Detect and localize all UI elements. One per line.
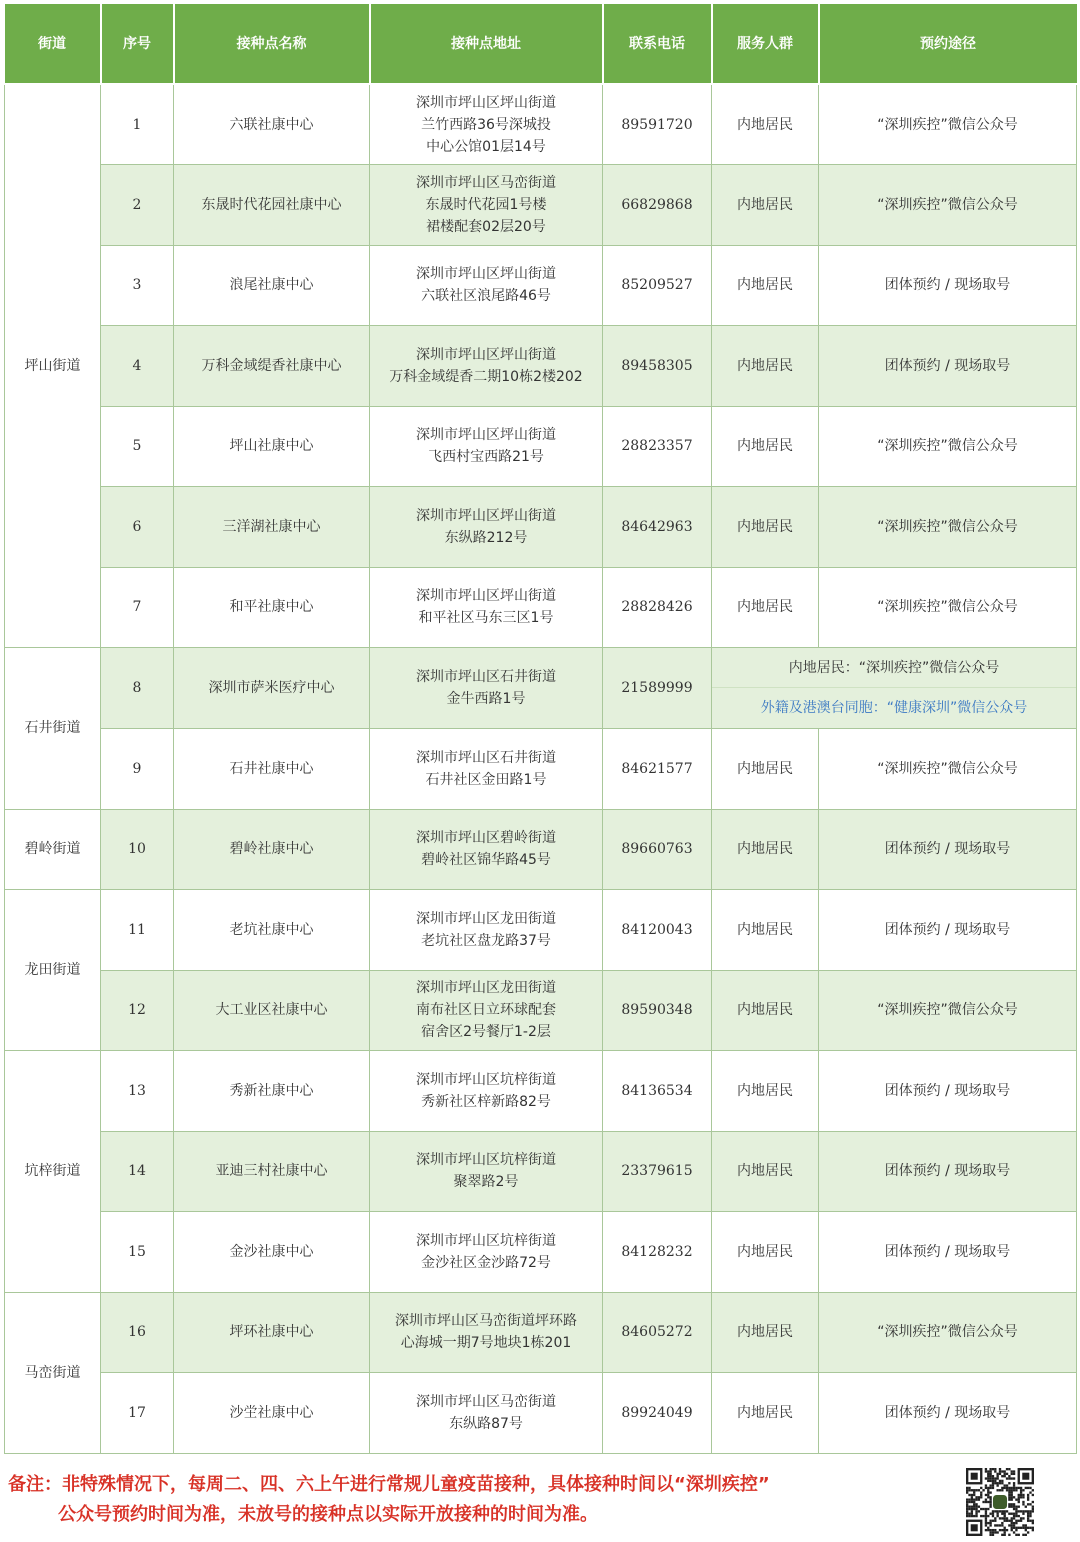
phone-number: 85209527 [603,245,712,326]
address-line: 深圳市坪山区石井街道 [416,669,556,685]
site-address [370,487,603,568]
address-line: 深圳市坪山区石井街道 [416,749,556,766]
service-group: 内地居民 [712,245,819,326]
address-line: 深圳市坪山区坑梓街道 [416,1232,556,1249]
remark-line-2: 公众号预约时间为准，未放号的接种点以实际开放接种的时间为准。 [58,1504,598,1525]
phone-number: 84642963 [603,487,712,568]
address-line: 和平社区马东三区1号 [418,610,554,627]
row-number: 10 [101,809,174,890]
site-name: 坪山社康中心 [174,406,370,487]
booking-method: 团体预约 / 现场取号 [819,890,1077,971]
row-number: 4 [101,326,174,407]
qr-code-icon [966,1468,1034,1536]
address-line: 深圳市坪山区马峦街道坪环路 [395,1313,577,1330]
address-line: 深圳市坪山区坑梓街道 [416,1152,556,1169]
service-group: 内地居民 [712,890,819,971]
row-number: 14 [101,1131,174,1212]
table-row [5,487,1077,568]
table-row [5,567,1077,648]
street-cell: 坪山街道 [5,84,101,648]
site-name: 万科金域缇香社康中心 [174,326,370,407]
site-name: 老坑社康中心 [174,890,370,971]
phone-number: 89924049 [603,1373,712,1454]
service-group: 内地居民 [712,567,819,648]
booking-method: “深圳疾控”微信公众号 [819,729,1077,810]
address-line: 飞西村宝西路21号 [428,449,544,466]
booking-foreign: 外籍及港澳台同胞：“健康深圳”微信公众号 [712,688,1076,728]
address-line: 深圳市坪山区碧岭街道 [416,830,556,847]
street-cell: 碧岭街道 [5,809,101,890]
row-number: 1 [101,84,174,165]
street-cell: 龙田街道 [5,890,101,1051]
address-line: 心海城一期7号地块1栋201 [400,1335,572,1352]
booking-method: “深圳疾控”微信公众号 [819,487,1077,568]
booking-method: 团体预约 / 现场取号 [819,1212,1077,1293]
row-number: 11 [101,890,174,971]
phone-number: 84621577 [603,729,712,810]
phone-number: 84605272 [603,1292,712,1373]
booking-method: “深圳疾控”微信公众号 [819,84,1077,165]
row-number: 9 [101,729,174,810]
site-address [370,406,603,487]
phone-number: 66829868 [603,165,712,246]
booking-method: 团体预约 / 现场取号 [819,326,1077,407]
site-name: 亚迪三村社康中心 [174,1131,370,1212]
row-number: 8 [101,648,174,729]
phone-number: 89590348 [603,970,712,1051]
row-number: 5 [101,406,174,487]
address-line: 深圳市坪山区龙田街道 [416,980,556,997]
site-name: 金沙社康中心 [174,1212,370,1293]
site-name: 坪环社康中心 [174,1292,370,1373]
site-address [370,970,603,1051]
table-row [5,84,1077,165]
street-cell: 石井街道 [5,648,101,810]
address-line: 深圳市坪山区坪山街道 [416,507,556,524]
phone-number: 89458305 [603,326,712,407]
address-line: 金牛西路1号 [446,691,526,707]
table-row [5,890,1077,971]
address-line: 万科金域缇香二期10栋2楼202 [389,368,583,385]
header-service-group: 服务人群 [712,4,819,84]
address-line: 深圳市坪山区马峦街道 [416,174,556,191]
row-number: 13 [101,1051,174,1132]
service-group: 内地居民 [712,1212,819,1293]
address-line: 深圳市坪山区龙田街道 [416,910,556,927]
site-address [370,326,603,407]
address-line: 南布社区日立环球配套 [416,1002,556,1019]
table-row [5,1131,1077,1212]
row-number: 7 [101,567,174,648]
site-address [370,1131,603,1212]
header-booking-method: 预约途径 [819,4,1077,84]
site-address [370,567,603,648]
row-number: 17 [101,1373,174,1454]
table-body [5,84,1077,1453]
booking-mainland: 内地居民：“深圳疾控”微信公众号 [712,648,1076,688]
service-group: 内地居民 [712,970,819,1051]
site-name: 秀新社康中心 [174,1051,370,1132]
phone-number: 23379615 [603,1131,712,1212]
booking-method: 团体预约 / 现场取号 [819,1373,1077,1454]
address-line: 东纵路87号 [449,1415,523,1432]
booking-split-cell [712,648,1077,729]
phone-number: 84128232 [603,1212,712,1293]
address-line: 深圳市坪山区坑梓街道 [416,1071,556,1088]
address-line: 石井社区金田路1号 [425,771,547,788]
phone-number: 28828426 [603,567,712,648]
table-row [5,326,1077,407]
booking-method: 团体预约 / 现场取号 [819,809,1077,890]
street-cell: 坑梓街道 [5,1051,101,1293]
address-line: 中心公馆01层14号 [426,138,546,155]
address-line: 宿舍区2号餐厅1-2层 [421,1024,551,1041]
phone-number: 89591720 [603,84,712,165]
site-address [370,1212,603,1293]
service-group: 内地居民 [712,729,819,810]
table-row [5,648,1077,729]
site-name: 碧岭社康中心 [174,809,370,890]
header-street: 街道 [5,4,101,84]
address-line: 碧岭社区锦华路45号 [421,852,551,869]
table-row [5,165,1077,246]
site-address [370,809,603,890]
table-header-row [5,4,1077,84]
site-address [370,1292,603,1373]
service-group: 内地居民 [712,1292,819,1373]
service-group: 内地居民 [712,809,819,890]
booking-method: “深圳疾控”微信公众号 [819,567,1077,648]
booking-method: 团体预约 / 现场取号 [819,1131,1077,1212]
header-site-name: 接种点名称 [174,4,370,84]
table-row [5,1373,1077,1454]
row-number: 12 [101,970,174,1051]
table-row [5,245,1077,326]
address-line: 六联社区浪尾路46号 [421,288,551,305]
booking-method: 团体预约 / 现场取号 [819,245,1077,326]
address-line: 金沙社区金沙路72号 [421,1254,551,1271]
site-address [370,245,603,326]
booking-method: “深圳疾控”微信公众号 [819,970,1077,1051]
address-line: 深圳市坪山区坪山街道 [416,266,556,283]
remark-line-1: 备注：非特殊情况下，每周二、四、六上午进行常规儿童疫苗接种，具体接种时间以“深圳疾控” [8,1474,770,1495]
service-group: 内地居民 [712,326,819,407]
row-number: 6 [101,487,174,568]
site-name: 东晟时代花园社康中心 [174,165,370,246]
site-name: 浪尾社康中心 [174,245,370,326]
site-address [370,84,603,165]
service-group: 内地居民 [712,487,819,568]
site-address [370,890,603,971]
site-name: 大工业区社康中心 [174,970,370,1051]
address-line: 裙楼配套02层20号 [426,218,546,235]
street-cell: 马峦街道 [5,1292,101,1453]
address-line: 深圳市坪山区坪山街道 [416,588,556,605]
row-number: 16 [101,1292,174,1373]
service-group: 内地居民 [712,1051,819,1132]
address-line: 深圳市坪山区坪山街道 [416,346,556,363]
booking-method: 团体预约 / 现场取号 [819,1051,1077,1132]
row-number: 15 [101,1212,174,1293]
booking-method: “深圳疾控”微信公众号 [819,1292,1077,1373]
phone-number: 89660763 [603,809,712,890]
address-line: 深圳市坪山区坪山街道 [416,94,556,111]
site-address [370,1373,603,1454]
table-row [5,406,1077,487]
phone-number: 84120043 [603,890,712,971]
table-row [5,729,1077,810]
address-line: 东晟时代花园1号楼 [425,196,547,213]
site-name: 深圳市萨米医疗中心 [174,648,370,729]
address-line: 聚翠路2号 [453,1174,519,1191]
site-address [370,729,603,810]
table-row [5,970,1077,1051]
phone-number: 28823357 [603,406,712,487]
address-line: 老坑社区盘龙路37号 [421,932,551,949]
site-name: 石井社康中心 [174,729,370,810]
phone-number: 84136534 [603,1051,712,1132]
header-phone: 联系电话 [603,4,712,84]
header-site-address: 接种点地址 [370,4,603,84]
site-address [370,165,603,246]
site-address [370,648,603,729]
vaccination-sites-table [4,4,1077,1454]
site-address [370,1051,603,1132]
header-number: 序号 [101,4,174,84]
service-group: 内地居民 [712,1131,819,1212]
booking-method: “深圳疾控”微信公众号 [819,165,1077,246]
table-row [5,809,1077,890]
address-line: 东纵路212号 [444,529,528,546]
table-row [5,1212,1077,1293]
site-name: 六联社康中心 [174,84,370,165]
address-line: 深圳市坪山区坪山街道 [416,427,556,444]
row-number: 2 [101,165,174,246]
table-row [5,1051,1077,1132]
site-name: 沙坣社康中心 [174,1373,370,1454]
remark-note [8,1470,948,1530]
row-number: 3 [101,245,174,326]
site-name: 和平社康中心 [174,567,370,648]
service-group: 内地居民 [712,165,819,246]
booking-method: “深圳疾控”微信公众号 [819,406,1077,487]
site-name: 三洋湖社康中心 [174,487,370,568]
service-group: 内地居民 [712,1373,819,1454]
table-row [5,1292,1077,1373]
address-line: 深圳市坪山区马峦街道 [416,1393,556,1410]
service-group: 内地居民 [712,84,819,165]
address-line: 秀新社区梓新路82号 [421,1093,551,1110]
address-line: 兰竹西路36号深城投 [421,116,551,133]
phone-number: 21589999 [603,648,712,729]
service-group: 内地居民 [712,406,819,487]
